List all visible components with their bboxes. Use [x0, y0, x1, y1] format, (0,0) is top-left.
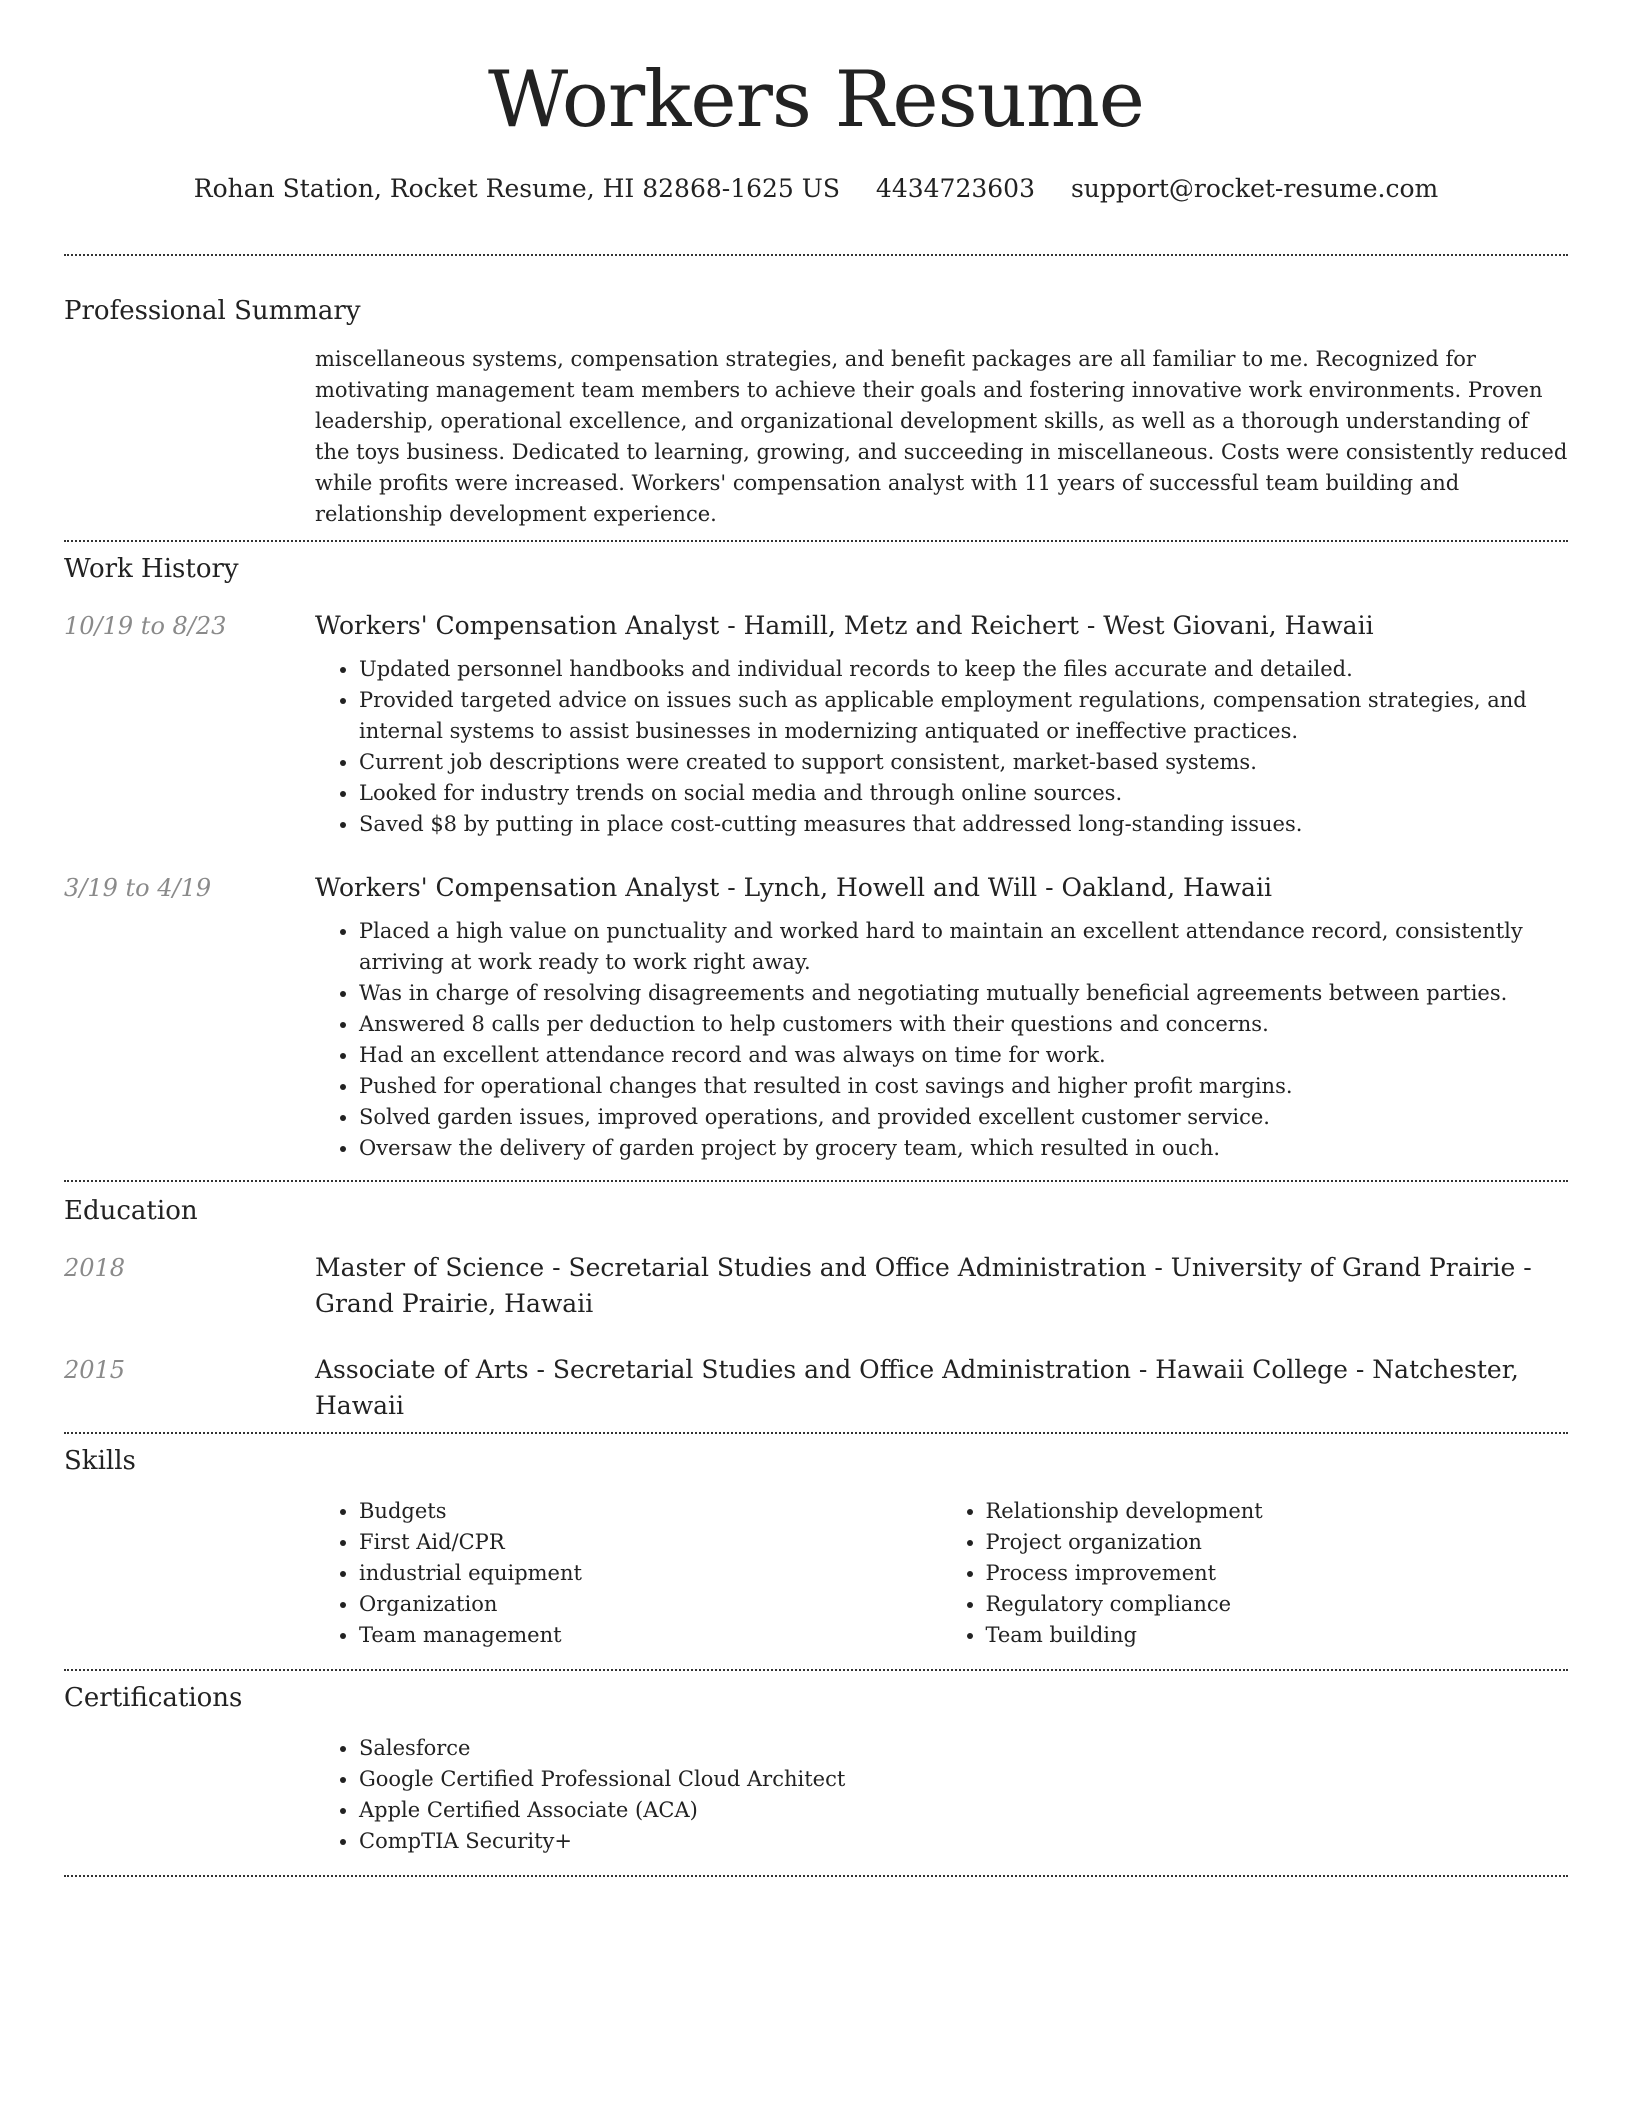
certifications-list: [315, 1733, 1568, 1857]
list-item: • Current job descriptions were created to support consistent, market-based systems.: [359, 747, 1568, 778]
list-item: • Oversaw the delivery of garden project by grocery team, which resulted in ouch.: [359, 1133, 1568, 1164]
list-item: • Apple Certified Associate (ACA): [359, 1795, 1568, 1826]
contact-email: support@rocket-resume.com: [1070, 174, 1439, 203]
section-title-education: Education: [64, 1196, 198, 1226]
job-entry: [64, 608, 1568, 840]
list-item: • Relationship development: [986, 1496, 1569, 1527]
work-history-section: [64, 542, 1568, 1164]
list-item: • Updated personnel handbooks and individual records to keep the files accurate and detailed.: [359, 654, 1568, 685]
list-item: • First Aid/CPR: [359, 1527, 942, 1558]
list-item: • Provided targeted advice on issues such as applicable employment regulations, compensation strategies, and internal systems to assist businesses in modernizing antiquated or ineffective practices.: [359, 685, 1568, 747]
list-item: • Looked for industry trends on social media and through online sources.: [359, 778, 1568, 809]
education-year: 2015: [64, 1356, 126, 1384]
list-item: • Salesforce: [359, 1733, 1568, 1764]
list-item: • CompTIA Security+: [359, 1826, 1568, 1857]
skills-list-right: [942, 1496, 1569, 1651]
divider: [64, 1875, 1568, 1877]
contact-phone: 4434723603: [875, 174, 1035, 203]
list-item: • Team management: [359, 1620, 942, 1651]
skills-section: [64, 1434, 1568, 1651]
list-item: • Pushed for operational changes that resulted in cost savings and higher profit margins.: [359, 1071, 1568, 1102]
section-title-summary: Professional Summary: [64, 296, 361, 326]
job-entry: [64, 870, 1568, 1164]
section-title-certifications: Certifications: [64, 1683, 243, 1713]
contact-address: Rohan Station, Rocket Resume, HI 82868-1625 US: [193, 174, 840, 203]
resume-name: Workers Resume: [488, 55, 1144, 145]
list-item: • Had an excellent attendance record and was always on time for work.: [359, 1040, 1568, 1071]
list-item: • industrial equipment: [359, 1558, 942, 1589]
job-heading: Workers' Compensation Analyst - Lynch, Howell and Will - Oakland, Hawaii: [315, 873, 1272, 902]
list-item: • Google Certified Professional Cloud Architect: [359, 1764, 1568, 1795]
summary-section: [64, 256, 1568, 530]
education-year: 2018: [64, 1254, 126, 1282]
list-item: • Process improvement: [986, 1558, 1569, 1589]
summary-text: miscellaneous systems, compensation strategies, and benefit packages are all familiar to me. Recognized for motivating management team members to achieve their goals and fostering innovative work environments. Proven leadership, operational excellence, and organizational development skills, as well as a thorough understanding of the toys business. Dedicated to learning, growing, and succeeding in miscellaneous. Costs were consistently reduced while profits were increased. Workers' compensation analyst with 11 years of successful team building and relationship development experience.: [315, 347, 1568, 526]
list-item: • Regulatory compliance: [986, 1589, 1569, 1620]
skills-list-left: [315, 1496, 942, 1651]
job-dates: 10/19 to 8/23: [64, 612, 227, 640]
list-item: • Answered 8 calls per deduction to help customers with their questions and concerns.: [359, 1009, 1568, 1040]
list-item: • Was in charge of resolving disagreements and negotiating mutually beneficial agreements between parties.: [359, 978, 1568, 1009]
job-bullets: [315, 916, 1568, 1164]
list-item: • Placed a high value on punctuality and worked hard to maintain an excellent attendance record, consistently arriving at work ready to work right away.: [359, 916, 1568, 978]
job-heading: Workers' Compensation Analyst - Hamill, Metz and Reichert - West Giovani, Hawaii: [315, 611, 1374, 640]
job-dates: 3/19 to 4/19: [64, 874, 212, 902]
list-item: • Project organization: [986, 1527, 1569, 1558]
section-title-skills: Skills: [64, 1446, 136, 1476]
education-heading: Associate of Arts - Secretarial Studies and Office Administration - Hawaii College - Natchester, Hawaii: [315, 1355, 1519, 1420]
list-item: • Saved $8 by putting in place cost-cutting measures that addressed long-standing issues.: [359, 809, 1568, 840]
education-entry: [64, 1250, 1568, 1322]
education-entry: [64, 1352, 1568, 1424]
job-bullets: [315, 654, 1568, 840]
list-item: • Solved garden issues, improved operations, and provided excellent customer service.: [359, 1102, 1568, 1133]
certifications-section: [64, 1671, 1568, 1857]
contact-line: [64, 172, 1568, 206]
list-item: • Team building: [986, 1620, 1569, 1651]
list-item: • Organization: [359, 1589, 942, 1620]
section-title-work: Work History: [64, 554, 239, 584]
education-section: [64, 1182, 1568, 1424]
education-heading: Master of Science - Secretarial Studies and Office Administration - University of Grand Prairie - Grand Prairie, Hawaii: [315, 1253, 1532, 1318]
list-item: • Budgets: [359, 1496, 942, 1527]
